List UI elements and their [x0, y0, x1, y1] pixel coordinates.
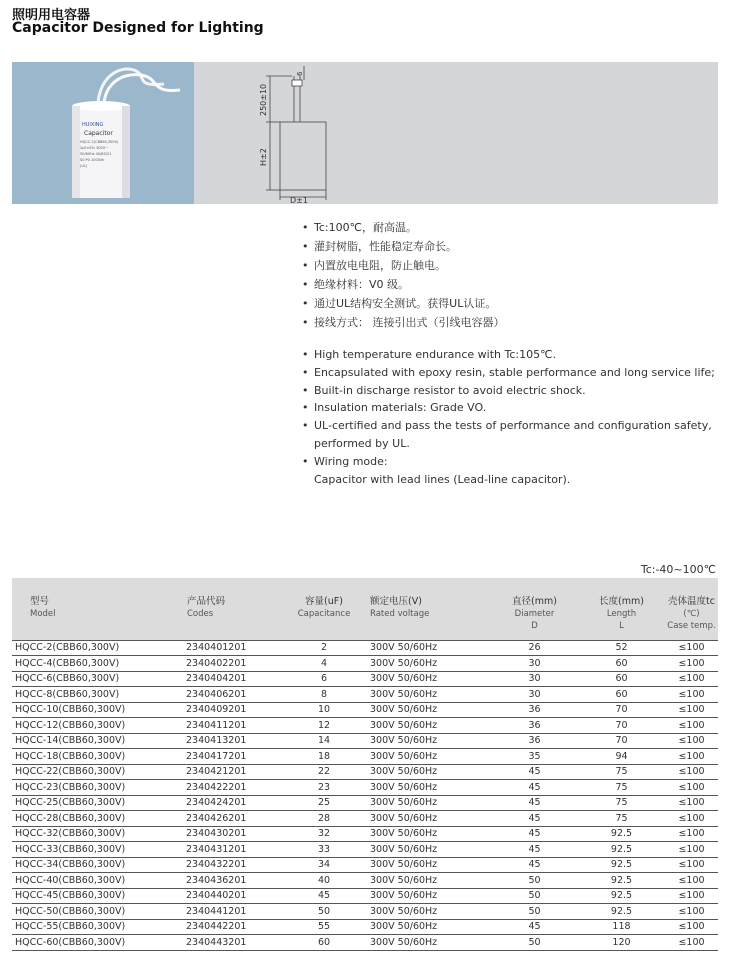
cell-case-temp: ≤100 — [665, 857, 718, 873]
cell-diameter: 50 — [491, 873, 578, 889]
cell-diameter: 45 — [491, 919, 578, 935]
cell-code: 2340409201 — [186, 702, 288, 718]
cell-diameter: 35 — [491, 749, 578, 765]
feature-en-item: • Encapsulated with epoxy resin, stable performance and long service life; — [302, 365, 715, 379]
height-label: H±2 — [259, 148, 268, 166]
cell-length: 118 — [578, 919, 665, 935]
cell-length: 75 — [578, 795, 665, 811]
cell-diameter: 45 — [491, 826, 578, 842]
cell-code: 2340401201 — [186, 640, 288, 656]
cell-code: 2340431201 — [186, 842, 288, 858]
table-row — [12, 764, 718, 780]
cell-length: 92.5 — [578, 826, 665, 842]
table-row — [12, 873, 718, 889]
dimension-drawing — [194, 62, 718, 204]
cell-case-temp: ≤100 — [665, 656, 718, 672]
cell-model: HQCC-12(CBB60,300V) — [12, 718, 186, 734]
feature-en-item: • High temperature endurance with Tc:105℃. — [302, 348, 556, 361]
table-row — [12, 687, 718, 703]
cell-voltage: 300V 50/60Hz — [360, 811, 491, 827]
cell-code: 2340430201 — [186, 826, 288, 842]
cell-voltage: 300V 50/60Hz — [360, 857, 491, 873]
table-row — [12, 733, 718, 749]
capacitor-photo-image — [12, 62, 194, 204]
photo-line-1: HQCC-2(CBB60,300V) — [80, 140, 119, 144]
cell-case-temp: ≤100 — [665, 811, 718, 827]
cell-code: 2340421201 — [186, 764, 288, 780]
cell-voltage: 300V 50/60Hz — [360, 935, 491, 951]
cell-model: HQCC-4(CBB60,300V) — [12, 656, 186, 672]
cell-diameter: 50 — [491, 935, 578, 951]
cell-voltage: 300V 50/60Hz — [360, 873, 491, 889]
feature-en-item-cont: Capacitor with lead lines (Lead-line capacitor). — [314, 472, 571, 486]
page-title-cn: 照明用电容器 — [12, 8, 91, 23]
cell-voltage: 300V 50/60Hz — [360, 718, 491, 734]
cell-voltage: 300V 50/60Hz — [360, 687, 491, 703]
cell-case-temp: ≤100 — [665, 671, 718, 687]
cell-model: HQCC-55(CBB60,300V) — [12, 919, 186, 935]
table-row — [12, 857, 718, 873]
cell-capacitance: 34 — [288, 857, 360, 873]
cell-model: HQCC-50(CBB60,300V) — [12, 904, 186, 920]
feature-en-item: • UL-certified and pass the tests of performance and configuration safety, — [302, 419, 712, 433]
cell-model: HQCC-6(CBB60,300V) — [12, 671, 186, 687]
cell-case-temp: ≤100 — [665, 749, 718, 765]
cell-code: 2340413201 — [186, 733, 288, 749]
feature-cn-item: • 灌封树脂，性能稳定寿命长。 — [302, 240, 457, 253]
feature-en-item: • Insulation materials: Grade VO. — [302, 401, 487, 415]
cell-diameter: 45 — [491, 795, 578, 811]
cell-capacitance: 14 — [288, 733, 360, 749]
header-case-temp: 壳体温度tc (℃) Case temp. — [667, 596, 716, 631]
cell-case-temp: ≤100 — [665, 935, 718, 951]
table-row — [12, 811, 718, 827]
cell-model: HQCC-23(CBB60,300V) — [12, 780, 186, 796]
cell-capacitance: 45 — [288, 888, 360, 904]
cell-model: HQCC-10(CBB60,300V) — [12, 702, 186, 718]
cell-code: 2340424201 — [186, 795, 288, 811]
cell-diameter: 30 — [491, 671, 578, 687]
cell-case-temp: ≤100 — [665, 795, 718, 811]
cell-length: 60 — [578, 671, 665, 687]
cell-capacitance: 4 — [288, 656, 360, 672]
feature-en-item-cont: performed by UL. — [314, 436, 410, 450]
photo-brand: HUIXING — [82, 122, 104, 128]
temperature-condition: Tc:-40~100℃ — [640, 563, 716, 576]
photo-line-3: 50/60Hz 40/85/21 — [80, 152, 112, 156]
cell-code: 2340432201 — [186, 857, 288, 873]
header-length: 长度(mm) Length L — [599, 596, 644, 631]
spec-table — [12, 578, 718, 951]
cell-capacitance: 8 — [288, 687, 360, 703]
cell-diameter: 45 — [491, 811, 578, 827]
table-body — [12, 640, 718, 950]
cell-length: 52 — [578, 640, 665, 656]
header-model: 型号 Model — [30, 596, 56, 619]
photo-word: Capacitor — [84, 130, 113, 137]
cell-capacitance: 10 — [288, 702, 360, 718]
photo-line-5: (UL) — [80, 164, 88, 168]
cell-voltage: 300V 50/60Hz — [360, 795, 491, 811]
cell-case-temp: ≤100 — [665, 733, 718, 749]
dimension-drawing-svg — [194, 62, 718, 204]
cell-voltage: 300V 50/60Hz — [360, 749, 491, 765]
feature-cn-item: • 绝缘材料：V0 级。 — [302, 278, 410, 291]
cell-diameter: 50 — [491, 888, 578, 904]
cell-case-temp: ≤100 — [665, 842, 718, 858]
cell-model: HQCC-2(CBB60,300V) — [12, 640, 186, 656]
cell-diameter: 36 — [491, 733, 578, 749]
diameter-label: D±1 — [290, 196, 308, 204]
cell-diameter: 30 — [491, 656, 578, 672]
cell-length: 75 — [578, 780, 665, 796]
cell-capacitance: 22 — [288, 764, 360, 780]
cell-capacitance: 12 — [288, 718, 360, 734]
table-row — [12, 919, 718, 935]
cell-voltage: 300V 50/60Hz — [360, 702, 491, 718]
cell-model: HQCC-22(CBB60,300V) — [12, 764, 186, 780]
cell-case-temp: ≤100 — [665, 904, 718, 920]
cell-case-temp: ≤100 — [665, 702, 718, 718]
cell-case-temp: ≤100 — [665, 873, 718, 889]
cell-voltage: 300V 50/60Hz — [360, 842, 491, 858]
table-row — [12, 904, 718, 920]
cell-length: 120 — [578, 935, 665, 951]
cell-capacitance: 60 — [288, 935, 360, 951]
cell-voltage: 300V 50/60Hz — [360, 826, 491, 842]
cell-length: 70 — [578, 702, 665, 718]
cell-case-temp: ≤100 — [665, 640, 718, 656]
feature-cn-item: • 通过UL结构安全测试。获得UL认证。 — [302, 297, 497, 310]
cell-case-temp: ≤100 — [665, 764, 718, 780]
header-capacitance: 容量(uF) Capacitance — [297, 596, 351, 619]
cell-model: HQCC-18(CBB60,300V) — [12, 749, 186, 765]
cell-diameter: 36 — [491, 702, 578, 718]
cell-case-temp: ≤100 — [665, 919, 718, 935]
cell-diameter: 45 — [491, 857, 578, 873]
header-rated-voltage: 额定电压(V) Rated voltage — [370, 596, 430, 619]
feature-en-item: • Wiring mode: — [302, 454, 388, 468]
table-row — [12, 640, 718, 656]
cell-length: 94 — [578, 749, 665, 765]
cell-diameter: 30 — [491, 687, 578, 703]
cell-code: 2340411201 — [186, 718, 288, 734]
cell-length: 70 — [578, 718, 665, 734]
cell-voltage: 300V 50/60Hz — [360, 656, 491, 672]
table-row — [12, 671, 718, 687]
cell-model: HQCC-14(CBB60,300V) — [12, 733, 186, 749]
cell-length: 92.5 — [578, 904, 665, 920]
table-row — [12, 888, 718, 904]
cell-code: 2340443201 — [186, 935, 288, 951]
header-codes: 产品代码 Codes — [187, 596, 226, 619]
table-row — [12, 842, 718, 858]
cell-voltage: 300V 50/60Hz — [360, 919, 491, 935]
cell-voltage: 300V 50/60Hz — [360, 640, 491, 656]
cell-capacitance: 23 — [288, 780, 360, 796]
cell-capacitance: 6 — [288, 671, 360, 687]
cell-code: 2340406201 — [186, 687, 288, 703]
cell-voltage: 300V 50/60Hz — [360, 671, 491, 687]
cell-voltage: 300V 50/60Hz — [360, 888, 491, 904]
feature-en-item: • Built-in discharge resistor to avoid electric shock. — [302, 383, 586, 397]
table-row — [12, 656, 718, 672]
cell-diameter: 36 — [491, 718, 578, 734]
cell-capacitance: 25 — [288, 795, 360, 811]
cell-case-temp: ≤100 — [665, 780, 718, 796]
cell-case-temp: ≤100 — [665, 718, 718, 734]
cell-diameter: 45 — [491, 780, 578, 796]
page-title-en: Capacitor Designed for Lighting — [12, 20, 264, 36]
cell-diameter: 45 — [491, 764, 578, 780]
cell-code: 2340417201 — [186, 749, 288, 765]
cell-model: HQCC-45(CBB60,300V) — [12, 888, 186, 904]
cell-diameter: 45 — [491, 842, 578, 858]
cell-code: 2340436201 — [186, 873, 288, 889]
table-row — [12, 780, 718, 796]
cell-length: 92.5 — [578, 888, 665, 904]
cell-length: 60 — [578, 656, 665, 672]
cell-length: 92.5 — [578, 857, 665, 873]
features-cn-list — [302, 218, 505, 332]
table-row — [12, 718, 718, 734]
header-diameter: 直径(mm) Diameter D — [512, 596, 557, 631]
cell-model: HQCC-60(CBB60,300V) — [12, 935, 186, 951]
cell-diameter: 26 — [491, 640, 578, 656]
cell-length: 75 — [578, 764, 665, 780]
feature-cn-item: • 内置放电电阻，防止触电。 — [302, 259, 446, 272]
cell-voltage: 300V 50/60Hz — [360, 780, 491, 796]
cell-code: 2340441201 — [186, 904, 288, 920]
photo-line-2: 2μF±5% 300V~ — [80, 146, 109, 150]
cell-length: 92.5 — [578, 842, 665, 858]
cell-code: 2340402201 — [186, 656, 288, 672]
table-header-row — [12, 578, 718, 640]
table-row — [12, 935, 718, 951]
cell-length: 70 — [578, 733, 665, 749]
product-photo — [12, 62, 194, 204]
table-row — [12, 702, 718, 718]
cell-model: HQCC-28(CBB60,300V) — [12, 811, 186, 827]
cell-capacitance: 2 — [288, 640, 360, 656]
cell-model: HQCC-33(CBB60,300V) — [12, 842, 186, 858]
lead-length-label: 250±10 — [259, 83, 268, 116]
cell-capacitance: 50 — [288, 904, 360, 920]
cell-capacitance: 28 — [288, 811, 360, 827]
cell-model: HQCC-8(CBB60,300V) — [12, 687, 186, 703]
cell-capacitance: 55 — [288, 919, 360, 935]
cell-length: 92.5 — [578, 873, 665, 889]
cell-model: HQCC-34(CBB60,300V) — [12, 857, 186, 873]
table-row — [12, 749, 718, 765]
cell-voltage: 300V 50/60Hz — [360, 733, 491, 749]
cell-code: 2340404201 — [186, 671, 288, 687]
cell-voltage: 300V 50/60Hz — [360, 904, 491, 920]
cell-case-temp: ≤100 — [665, 888, 718, 904]
table-row — [12, 826, 718, 842]
cell-voltage: 300V 50/60Hz — [360, 764, 491, 780]
photo-line-4: S0 P0 10000h — [80, 158, 105, 162]
cell-capacitance: 32 — [288, 826, 360, 842]
feature-cn-item: • Tc:100℃，耐高温。 — [302, 221, 417, 234]
cell-capacitance: 40 — [288, 873, 360, 889]
cell-model: HQCC-40(CBB60,300V) — [12, 873, 186, 889]
cell-case-temp: ≤100 — [665, 826, 718, 842]
cell-code: 2340422201 — [186, 780, 288, 796]
cell-capacitance: 18 — [288, 749, 360, 765]
cell-code: 2340442201 — [186, 919, 288, 935]
feature-cn-item: • 接线方式： 连接引出式（引线电容器） — [302, 316, 505, 329]
cell-model: HQCC-32(CBB60,300V) — [12, 826, 186, 842]
cell-diameter: 50 — [491, 904, 578, 920]
table-row — [12, 795, 718, 811]
cell-case-temp: ≤100 — [665, 687, 718, 703]
cell-length: 60 — [578, 687, 665, 703]
cell-model: HQCC-25(CBB60,300V) — [12, 795, 186, 811]
cell-length: 75 — [578, 811, 665, 827]
tab-label: 6 — [296, 71, 304, 76]
features-en-list — [302, 346, 715, 488]
cell-capacitance: 33 — [288, 842, 360, 858]
cell-code: 2340426201 — [186, 811, 288, 827]
cell-code: 2340440201 — [186, 888, 288, 904]
